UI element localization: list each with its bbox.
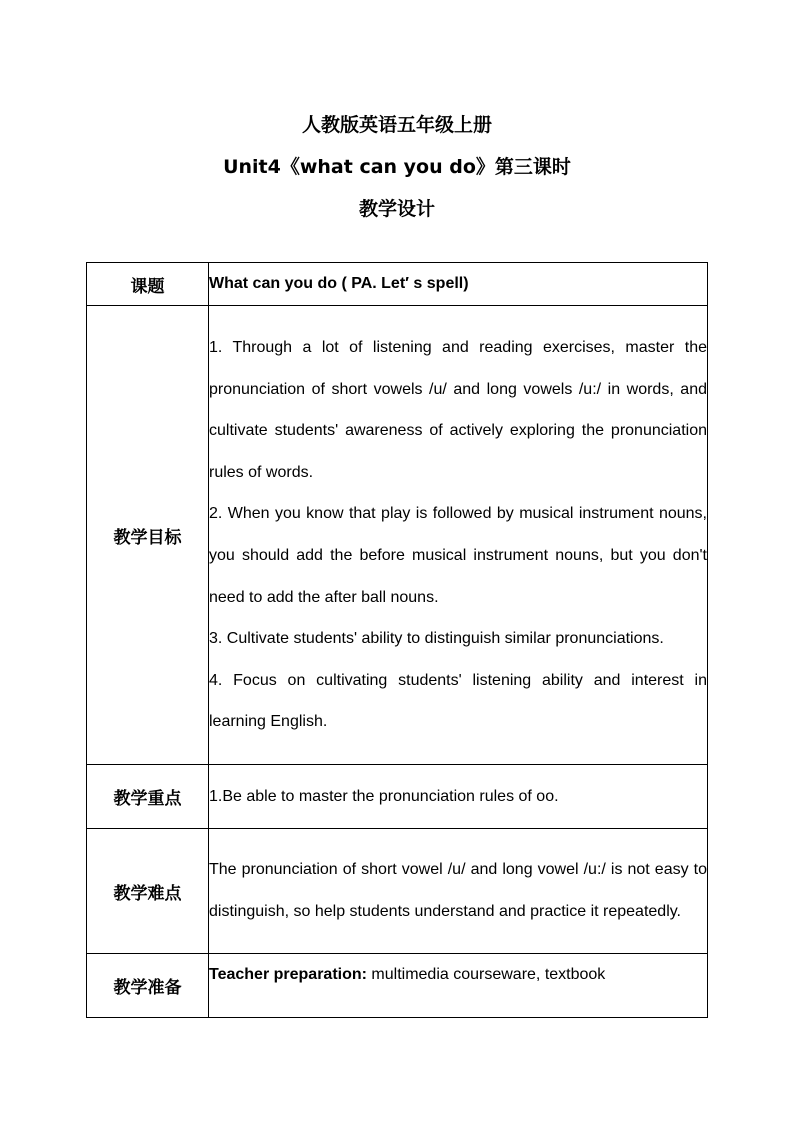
preparation-label: 教学准备	[87, 954, 209, 1018]
difficulties-value: The pronunciation of short vowel /u/ and long vowel /u:/ is not easy to distinguish, so help students understand and practice it repeatedly.	[209, 861, 707, 920]
goals-content	[209, 306, 708, 765]
lesson-plan-table	[86, 262, 708, 1018]
goal-item-2: 2. When you know that play is followed by musical instrument nouns, you should add the before musical instrument nouns, but you don't need to add the after ball nouns.	[209, 505, 707, 606]
subject-label: 课题	[87, 263, 209, 306]
goal-item-1: 1. Through a lot of listening and reading exercises, master the pronunciation of short vowels /u/ and long vowels /u:/ in words, and cultivate students' awareness of actively exploring the pronunciation rules of words.	[209, 339, 707, 481]
difficulties-content	[209, 829, 708, 954]
key-points-label: 教学重点	[87, 765, 209, 829]
title-line-2: Unit4《what can you do》第三课时	[223, 156, 571, 178]
goal-item-4: 4. Focus on cultivating students' listening ability and interest in learning English.	[209, 671, 707, 731]
table-row-difficulties	[87, 829, 708, 954]
difficulties-label: 教学难点	[87, 829, 209, 954]
subject-value: What can you do ( PA. Let′ s spell)	[209, 263, 708, 306]
table-row-preparation	[87, 954, 708, 1018]
title-line-3: 教学设计	[358, 198, 435, 220]
title-line-1: 人教版英语五年级上册	[301, 114, 492, 136]
table-row-goals	[87, 306, 708, 765]
preparation-content	[209, 954, 708, 1018]
table-row-subject	[87, 263, 708, 306]
preparation-value: multimedia courseware, textbook	[366, 966, 606, 983]
table-row-key-points	[87, 765, 708, 829]
document-title	[0, 104, 794, 230]
goal-item-3: 3. Cultivate students' ability to distinguish similar pronunciations.	[209, 630, 664, 648]
key-points-value: 1.Be able to master the pronunciation rules of oo.	[209, 765, 708, 829]
preparation-prefix: Teacher preparation:	[209, 966, 367, 983]
goals-label: 教学目标	[87, 306, 209, 765]
